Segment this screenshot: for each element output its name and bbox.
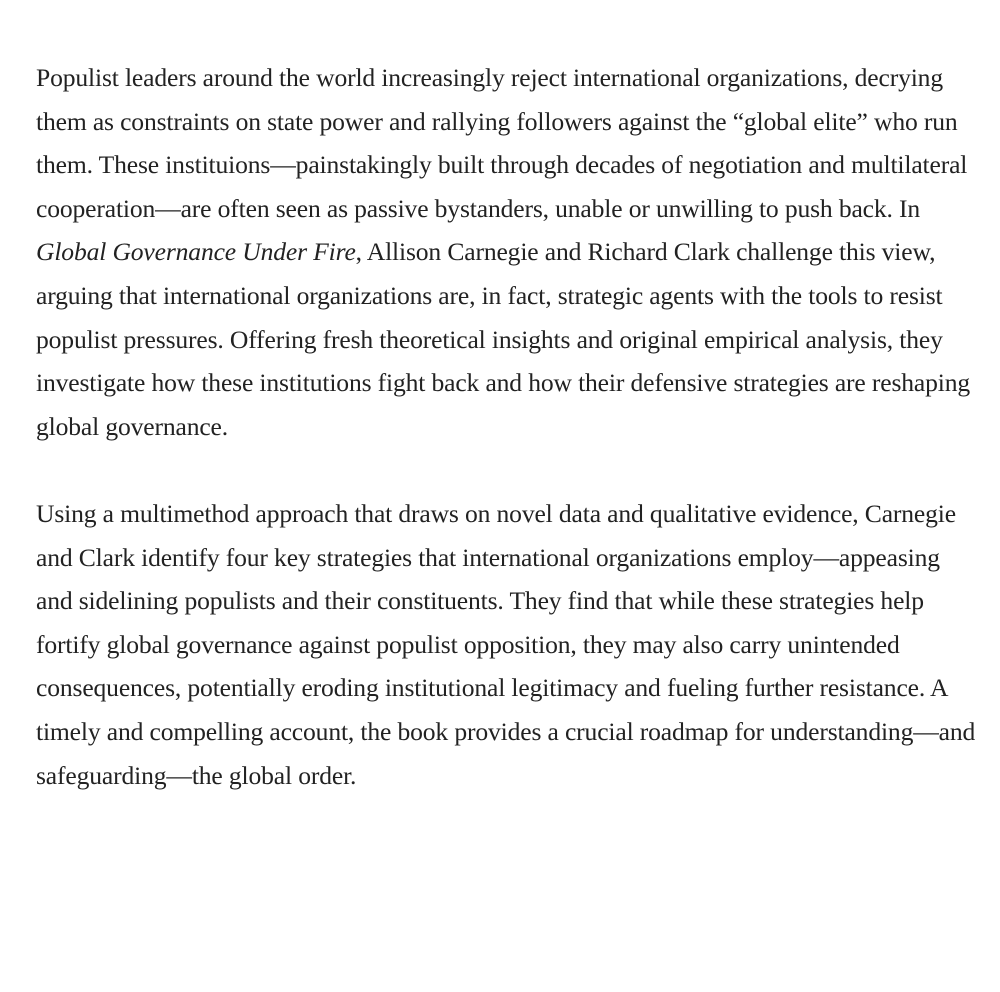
description-paragraph-1 xyxy=(36,56,976,448)
description-paragraph-2: Using a multimethod approach that draws on novel data and qualitative evidence, Carnegie and Clark identify four key strategies that international organizations employ—appeasing and sidelining populists and their constituents. They find that while these strategies help fortify global governance against populist opposition, they may also carry unintended consequences, potentially eroding institutional legitimacy and fueling further resistance. A timely and compelling account, the book provides a crucial roadmap for understanding—and safeguarding—the global order. xyxy=(36,498,976,790)
book-description xyxy=(36,56,976,797)
book-title: Global Governance Under Fire xyxy=(36,237,356,267)
paragraph-1-intro-text: Populist leaders around the world increasingly reject international organizations, decrying them as constraints on state power and rallying followers against the “global elite” who run them. These instituions—painstakingly built through decades of negotiation and multilateral cooperation—are often seen as passive bystanders, unable or unwilling to push back. In xyxy=(36,63,968,223)
paragraph-1-body-text: , Allison Carnegie and Richard Clark challenge this view, arguing that international organizations are, in fact, strategic agents with the tools to resist populist pressures. Offering fresh theoretical insights and original empirical analysis, they investigate how these institutions fight back and how their defensive strategies are reshaping global governance. xyxy=(36,237,971,441)
